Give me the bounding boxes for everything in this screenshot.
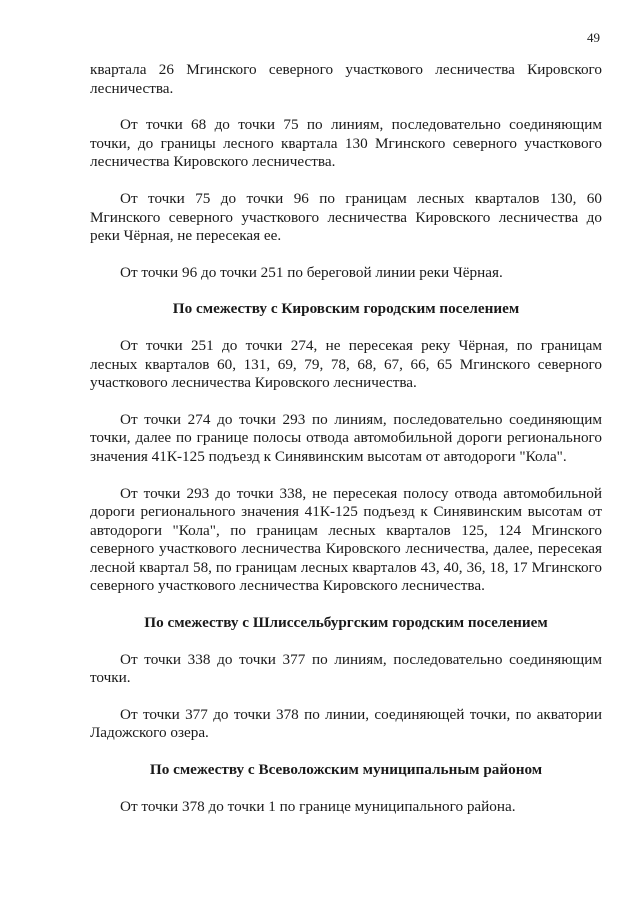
paragraph-points-68-75: От точки 68 до точки 75 по линиям, последовательно соединяющим точки, до границы лесного квартала 130 Мгинского северного участкового лесничества Кировского лесничества. [90, 116, 602, 171]
paragraph-points-293-338: От точки 293 до точки 338, не пересекая полосу отвода автомобильной дороги регионального значения 41К-125 подъезд к Синявинским высотам от автодороги "Кола", по границам лесных кварталов 125, 124 Мгинского северного участкового лесничества Кировского лесничества, далее, пересекая лесной квартал 58, по границам лесных кварталов 43, 40, 36, 18, 17 Мгинского северного участкового лесничества Кировского лесничества. [90, 484, 602, 595]
paragraph-points-274-293: От точки 274 до точки 293 по линиям, последовательно соединяющим точки, далее по границе полосы отвода автомобильной дороги регионального значения 41К-125 подъезд к Синявинским высотам от автодороги "Кола". [90, 410, 602, 465]
paragraph-points-251-274: От точки 251 до точки 274, не пересекая реку Чёрная, по границам лесных кварталов 60, 131, 69, 79, 78, 68, 67, 66, 65 Мгинского северного участкового лесничества Кировского лесничества. [90, 336, 602, 392]
paragraph-points-75-96: От точки 75 до точки 96 по границам лесных кварталов 130, 60 Мгинского северного участкового лесничества Кировского лесничества до реки Чёрная, не пересекая ее. [90, 189, 602, 245]
paragraph-points-96-251: От точки 96 до точки 251 по береговой линии реки Чёрная. [120, 263, 503, 281]
paragraph-continuation: квартала 26 Мгинского северного участкового лесничества Кировского лесничества. [90, 61, 602, 97]
paragraph-points-378-1: От точки 378 до точки 1 по границе муниципального района. [120, 797, 516, 815]
section-heading-kirovsk: По смежеству с Кировским городским поселением [172, 300, 520, 318]
section-heading-shlisselburg: По смежеству с Шлиссельбургским городским поселением [144, 614, 548, 632]
paragraph-points-338-377: От точки 338 до точки 377 по линиям, последовательно соединяющим точки. [90, 650, 602, 687]
section-heading-vsevolozhsk: По смежеству с Всеволожским муниципальным районом [149, 761, 543, 779]
document-body [90, 61, 602, 816]
page-number: 49 [587, 30, 600, 45]
paragraph-points-377-378: От точки 377 до точки 378 по линии, соединяющей точки, по акватории Ладожского озера. [90, 705, 602, 742]
